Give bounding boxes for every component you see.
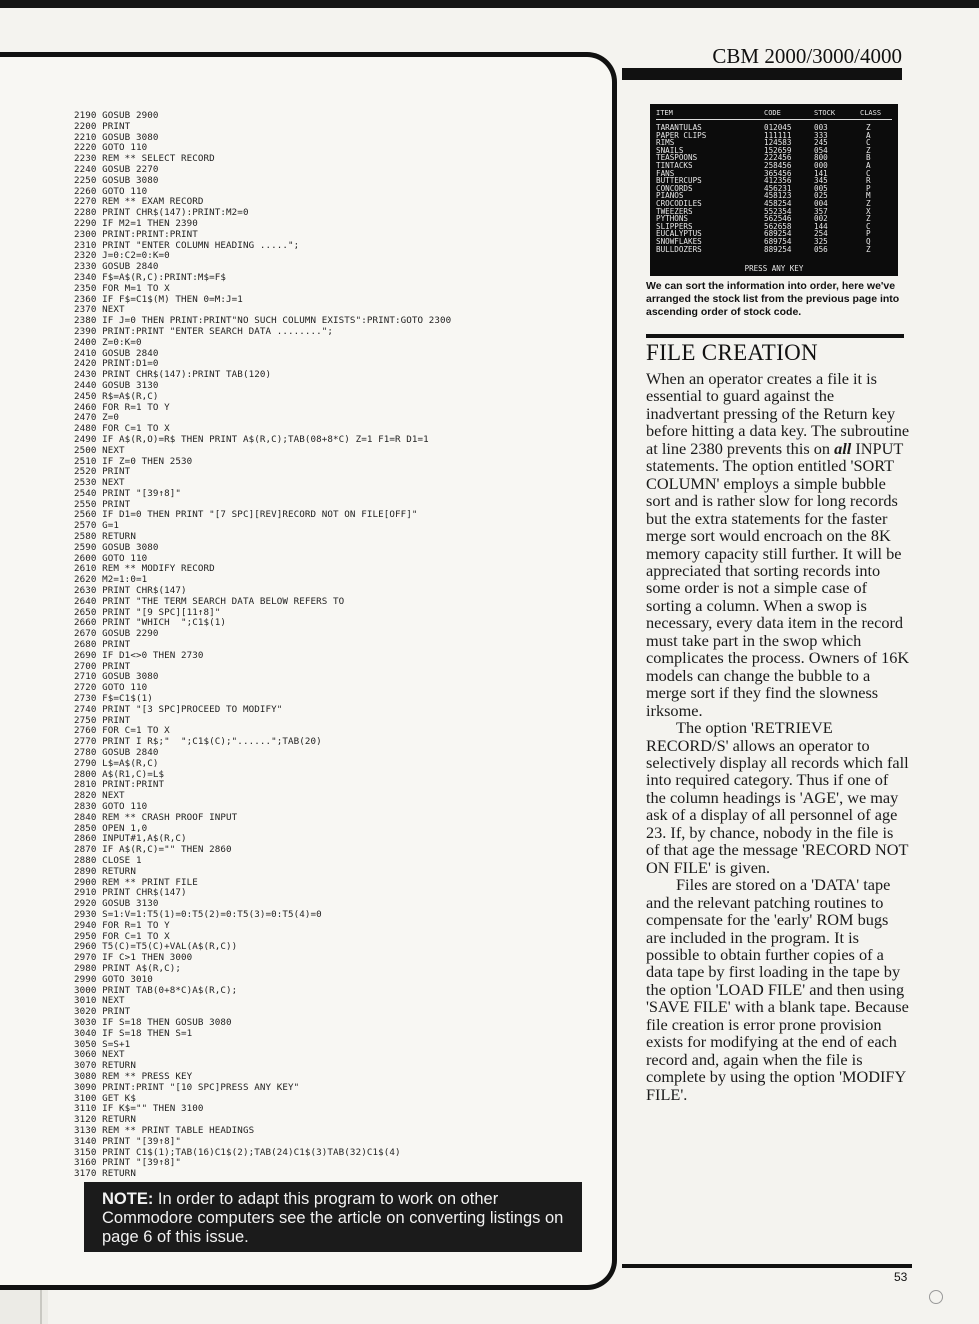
screen-cell-code: 365456	[764, 168, 792, 178]
listing-line: 2690 IF D1<>0 THEN 2730	[74, 650, 204, 661]
screen-cell-stock: 357	[814, 206, 828, 216]
screen-cell-class: A	[866, 130, 871, 140]
screen-cell-stock: 245	[814, 138, 828, 148]
screen-rows	[656, 124, 892, 253]
screen-cell-class: A	[866, 160, 871, 170]
listing-line: 2700 PRINT	[74, 661, 131, 672]
listing-line: 2820 NEXT	[74, 791, 125, 802]
listing-line: 3000 PRINT TAB(0+8*C)A$(R,C);	[74, 985, 238, 996]
screen-cell-item: PYTHONS	[656, 214, 689, 224]
screen-row	[656, 246, 892, 254]
screen-header-stock: STOCK	[814, 109, 836, 117]
listing-line: 3050 S=S+1	[74, 1039, 131, 1050]
screen-cell-item: BULLDOZERS	[656, 244, 702, 254]
screen-cell-item: TARANTULAS	[656, 123, 702, 132]
screen-cell-class: Z	[866, 244, 871, 254]
listing-line: 2290 IF M2=1 THEN 2390	[74, 218, 198, 229]
screen-cell-stock: 056	[814, 244, 828, 254]
page-header-title: CBM 2000/3000/4000	[712, 44, 902, 68]
listing-line: 2760 FOR C=1 TO X	[74, 726, 170, 737]
screen-cell-stock: 325	[814, 236, 828, 246]
screen-cell-class: Z	[866, 145, 871, 155]
screen-cell-stock: 054	[814, 145, 828, 155]
listing-line: 3170 RETURN	[74, 1169, 136, 1180]
listing-line: 2940 FOR R=1 TO Y	[74, 920, 170, 931]
screen-cell-item: SLIPPERS	[656, 221, 693, 231]
listing-line: 2840 REM ** CRASH PROOF INPUT	[74, 812, 238, 823]
screen-display	[650, 104, 898, 276]
listing-line: 2530 NEXT	[74, 478, 125, 489]
screen-cell-class: X	[866, 206, 871, 216]
listing-line: 2960 T5(C)=T5(C)+VAL(A$(R,C))	[74, 942, 238, 953]
screen-cell-code: 456231	[764, 183, 792, 193]
listing-line: 2330 GOSUB 2840	[74, 262, 159, 273]
screen-cell-item: PIANOS	[656, 191, 684, 201]
listing-line: 2670 GOSUB 2290	[74, 629, 159, 640]
listing-line: 2360 IF F$=C1$(M) THEN 0=M:J=1	[74, 294, 243, 305]
listing-line: 2310 PRINT "ENTER COLUMN HEADING .....";	[74, 240, 300, 251]
listing-line: 2980 PRINT A$(R,C);	[74, 963, 181, 974]
screen-cell-class: C	[866, 221, 871, 231]
listing-line: 3100 GET K$	[74, 1093, 136, 1104]
screen-cell-item: FANS	[656, 168, 675, 178]
listing-line: 2550 PRINT	[74, 499, 131, 510]
listing-line: 2340 F$=A$(R,C):PRINT:M$=F$	[74, 272, 227, 283]
screen-cell-code: 152659	[764, 145, 792, 155]
listing-line: 2860 INPUT#1,A$(R,C)	[74, 834, 187, 845]
caption-rule	[646, 334, 904, 338]
circle-mark-icon	[929, 1290, 943, 1304]
screen-header-item: ITEM	[656, 109, 673, 117]
screen-cell-class: P	[866, 183, 871, 193]
listing-line: 3110 IF K$="" THEN 3100	[74, 1104, 204, 1115]
screen-cell-code: 412356	[764, 176, 792, 186]
listing-line: 2380 IF J=0 THEN PRINT:PRINT"NO SUCH COLUMN EXISTS":PRINT:GOTO 2300	[74, 316, 452, 327]
listing-line: 2810 PRINT:PRINT	[74, 780, 165, 791]
listing-line: 2370 NEXT	[74, 305, 125, 316]
paragraph-1: When an operator creates a file it is essential to guard against the inadvertant pressing of the Return key before hitting a data key. The subroutine at line 2380 prevents this on all INPUT statements. The option entitled 'SORT COLUMN' employs a simple bubble sort and is rather slow for long records but the extra statements for the faster merge sort would encroach on the 8K memory capacity still further. It will be appreciated that sorting records into some order is not a simple case of sorting a column. When a swop is necessary, every data item in the record must take part in the swop which complicates the process. Owners of 16K models can change the bubble to a merge sort if they find the slowness irksome.	[646, 369, 910, 720]
screen-cell-class: C	[866, 168, 871, 178]
listing-line: 2320 J=0:C2=0:K=0	[74, 251, 170, 262]
emphasis-all: all	[834, 438, 852, 458]
screen-cell-stock: 144	[814, 221, 828, 231]
screen-cell-item: TINTACKS	[656, 160, 693, 170]
listing-line: 2780 GOSUB 2840	[74, 748, 159, 759]
screen-cell-item: TEASPOONS	[656, 153, 698, 163]
listing-line: 2410 GOSUB 2840	[74, 348, 159, 359]
listing-line: 2770 PRINT I R$;" ";C1$(C);"......";TAB(20)	[74, 737, 322, 748]
listing-line: 2600 GOTO 110	[74, 553, 148, 564]
listing-line: 2430 PRINT CHR$(147):PRINT TAB(120)	[74, 370, 272, 381]
listing-line: 2870 IF A$(R,C)="" THEN 2860	[74, 845, 232, 856]
screen-cell-stock: 003	[814, 123, 828, 132]
listing-line: 2520 PRINT	[74, 467, 131, 478]
listing-line: 2480 FOR C=1 TO X	[74, 424, 170, 435]
listing-line: 3120 RETURN	[74, 1115, 136, 1126]
listing-line: 3020 PRINT	[74, 1007, 131, 1018]
screen-header-class: CLASS	[860, 109, 882, 117]
listing-line: 2650 PRINT "[9 SPC][11↑8]"	[74, 607, 221, 618]
listing-line: 2460 FOR R=1 TO Y	[74, 402, 170, 413]
listing-line: 2570 G=1	[74, 521, 120, 532]
screen-cell-stock: 345	[814, 176, 828, 186]
listing-line: 2830 GOTO 110	[74, 802, 148, 812]
listing-line: 2740 PRINT "[3 SPC]PROCEED TO MODIFY"	[74, 704, 283, 715]
listing-line: 2710 GOSUB 3080	[74, 672, 159, 683]
listing-line: 2210 GOSUB 3080	[74, 132, 159, 143]
paragraph-3: Files are stored on a 'DATA' tape and the relevant patching routines to compensate for the 'early' ROM bugs are included in the program. It is possible to obtain further copies of a data tape by first loading in the tape by the option 'LOAD FILE' and then using 'SAVE FILE' with a blank tape. Because file creation is error prone provision exists for modifying at the end of each record and, again when the file is complete by using the option 'MODIFY FILE'.	[646, 875, 909, 1104]
screen-cell-class: Q	[866, 236, 871, 246]
screen-cell-code: 562658	[764, 221, 792, 231]
listing-line: 2490 IF A$(R,O)=R$ THEN PRINT A$(R,C);TAB(08+8*C) Z=1 F1=R D1=1	[74, 434, 429, 445]
listing-line: 2220 GOTO 110	[74, 143, 148, 154]
listing-line: 2400 Z=0:K=0	[74, 337, 142, 348]
listing-line: 2630 PRINT CHR$(147)	[74, 586, 187, 597]
listing-line: 2280 PRINT CHR$(147):PRINT:M2=0	[74, 208, 249, 219]
screen-press-any-key: PRESS ANY KEY	[744, 264, 804, 273]
screen-cell-item: SNAILS	[656, 145, 684, 155]
listing-line: 2790 L$=A$(R,C)	[74, 758, 159, 769]
listing-line: 2390 PRINT:PRINT "ENTER SEARCH DATA ........";	[74, 326, 334, 337]
screen-cell-class: Z	[866, 123, 871, 132]
header-rule	[622, 68, 902, 80]
screen-cell-class: C	[866, 138, 871, 148]
listing-line: 3010 NEXT	[74, 996, 125, 1007]
top-edge-bar	[0, 0, 979, 8]
screen-cell-stock: 254	[814, 229, 828, 239]
listing-line: 2660 PRINT "WHICH ";C1$(1)	[74, 618, 227, 629]
listing-line: 2440 GOSUB 3130	[74, 380, 159, 391]
paragraph-2: The option 'RETRIEVE RECORD/S' allows an operator to selectively display all records which fall into required category. Thus if one of the column headings is 'AGE', we may ask of a display of all personnel of age 23. If, by chance, nobody in the file is of that age the message 'RECORD NOT ON FILE' is given.	[646, 718, 909, 877]
screen-cell-code: 562546	[764, 214, 792, 224]
screen-cell-stock: 141	[814, 168, 828, 178]
listing-line: 2260 GOTO 110	[74, 186, 148, 197]
listing-line: 2510 IF Z=0 THEN 2530	[74, 456, 193, 467]
note-text: In order to adapt this program to work on other Commodore computers see the article on converting listings on page 6 of this issue.	[102, 1190, 564, 1246]
listing-line: 2580 RETURN	[74, 532, 136, 543]
listing-line: 3030 IF S=18 THEN GOSUB 3080	[74, 1017, 232, 1028]
program-listing	[74, 111, 594, 1180]
listing-line: 2250 GOSUB 3080	[74, 175, 159, 186]
listing-line: 3090 PRINT:PRINT "[10 SPC]PRESS ANY KEY"	[74, 1082, 300, 1093]
listing-line: 2990 GOTO 3010	[74, 974, 153, 985]
screen-cell-code: 552354	[764, 206, 792, 216]
screen-cell-item: PAPER CLIPS	[656, 130, 707, 140]
screen-cell-code: 111111	[764, 130, 792, 140]
listing-line: 3070 RETURN	[74, 1061, 136, 1072]
screen-header	[656, 108, 892, 120]
screen-cell-class: Z	[866, 198, 871, 208]
listing-line: 2890 RETURN	[74, 866, 136, 877]
section-title: FILE CREATION	[646, 340, 818, 365]
figure-caption: We can sort the information into order, here we've arranged the stock list from the previous page into ascending order of stock code.	[646, 280, 900, 318]
listing-line: 3150 PRINT C1$(1);TAB(16)C1$(2);TAB(24)C1$(3)TAB(32)C1$(4)	[74, 1147, 401, 1158]
listing-line: 2450 R$=A$(R,C)	[74, 391, 159, 402]
listing-line: 2190 GOSUB 2900	[74, 111, 159, 121]
screen-cell-code: 689254	[764, 229, 792, 239]
listing-line: 3140 PRINT "[39↑8]"	[74, 1136, 181, 1147]
listing-line: 2950 FOR C=1 TO X	[74, 931, 170, 942]
listing-line: 2240 GOSUB 2270	[74, 164, 159, 175]
screen-cell-class: M	[866, 191, 871, 201]
screen-cell-stock: 004	[814, 198, 828, 208]
listing-line: 2900 REM ** PRINT FILE	[74, 877, 198, 888]
listing-line: 2350 FOR M=1 TO X	[74, 283, 170, 294]
listing-line: 2610 REM ** MODIFY RECORD	[74, 564, 215, 575]
screen-cell-stock: 025	[814, 191, 828, 201]
listing-line: 2880 CLOSE 1	[74, 855, 142, 866]
screen-cell-item: EUCALYPTUS	[656, 229, 702, 239]
screen-cell-item: BUTTERCUPS	[656, 176, 702, 186]
footer-rule	[622, 1264, 912, 1268]
screen-cell-stock: 800	[814, 153, 828, 163]
listing-line: 2500 NEXT	[74, 445, 125, 456]
listing-line: 2850 OPEN 1,0	[74, 823, 148, 834]
note-label: NOTE:	[102, 1190, 154, 1208]
screen-cell-item: TWEEZERS	[656, 206, 693, 216]
screen-cell-class: R	[866, 176, 871, 186]
listing-line: 2680 PRINT	[74, 640, 131, 651]
listing-line: 2200 PRINT	[74, 121, 131, 132]
screen-cell-item: RIMS	[656, 138, 675, 148]
screen-cell-stock: 000	[814, 160, 828, 170]
screen-cell-code: 124583	[764, 138, 792, 148]
note-box	[84, 1182, 582, 1252]
screen-cell-item: CONCORDS	[656, 183, 693, 193]
listing-line: 2750 PRINT	[74, 715, 131, 726]
screen-cell-class: Z	[866, 214, 871, 224]
screen-cell-stock: 002	[814, 214, 828, 224]
screen-cell-class: P	[866, 229, 871, 239]
screen-cell-class: B	[866, 153, 871, 163]
listing-line: 3040 IF S=18 THEN S=1	[74, 1028, 193, 1039]
listing-line: 2470 Z=0	[74, 413, 120, 424]
screen-cell-stock: 005	[814, 183, 828, 193]
listing-line: 2640 PRINT "THE TERM SEARCH DATA BELOW REFERS TO	[74, 596, 345, 607]
listing-line: 2910 PRINT CHR$(147)	[74, 888, 187, 899]
listing-line: 2230 REM ** SELECT RECORD	[74, 154, 215, 165]
page-number: 53	[894, 1270, 908, 1284]
screen-cell-code: 012045	[764, 123, 792, 132]
screen-cell-code: 258456	[764, 160, 792, 170]
listing-line: 2730 F$=C1$(1)	[74, 694, 153, 705]
listing-line: 2270 REM ** EXAM RECORD	[74, 197, 204, 208]
screen-cell-code: 222456	[764, 153, 792, 163]
listing-line: 2620 M2=1:0=1	[74, 575, 148, 586]
listing-line: 2560 IF D1=0 THEN PRINT "[7 SPC][REV]RECORD NOT ON FILE[OFF]"	[74, 510, 418, 521]
listing-line: 2540 PRINT "[39↑8]"	[74, 488, 181, 499]
listing-line: 2590 GOSUB 3080	[74, 542, 159, 553]
listing-line: 3060 NEXT	[74, 1050, 125, 1061]
listing-line: 2300 PRINT:PRINT:PRINT	[74, 229, 198, 240]
listing-line: 2970 IF C>1 THEN 3000	[74, 953, 193, 964]
screen-cell-code: 458123	[764, 191, 792, 201]
listing-line: 2930 S=1:V=1:T5(1)=0:T5(2)=0:T5(3)=0:T5(4)=0	[74, 909, 322, 920]
listing-line: 3130 REM ** PRINT TABLE HEADINGS	[74, 1125, 255, 1136]
screen-cell-item: SNOWFLAKES	[656, 236, 702, 246]
screen-cell-code: 458254	[764, 198, 792, 208]
screen-cell-stock: 333	[814, 130, 828, 140]
listing-line: 3080 REM ** PRESS KEY	[74, 1071, 193, 1082]
screen-cell-item: CROCODILES	[656, 198, 702, 208]
listing-line: 2800 A$(R1,C)=L$	[74, 769, 165, 780]
listing-line: 2420 PRINT:D1=0	[74, 359, 159, 370]
screen-cell-code: 689754	[764, 236, 792, 246]
listing-line: 3160 PRINT "[39↑8]"	[74, 1158, 181, 1169]
listing-line: 2920 GOSUB 3130	[74, 899, 159, 910]
article-body	[646, 370, 910, 1103]
listing-line: 2720 GOTO 110	[74, 683, 148, 694]
screen-header-code: CODE	[764, 109, 781, 117]
screen-cell-code: 889254	[764, 244, 792, 254]
